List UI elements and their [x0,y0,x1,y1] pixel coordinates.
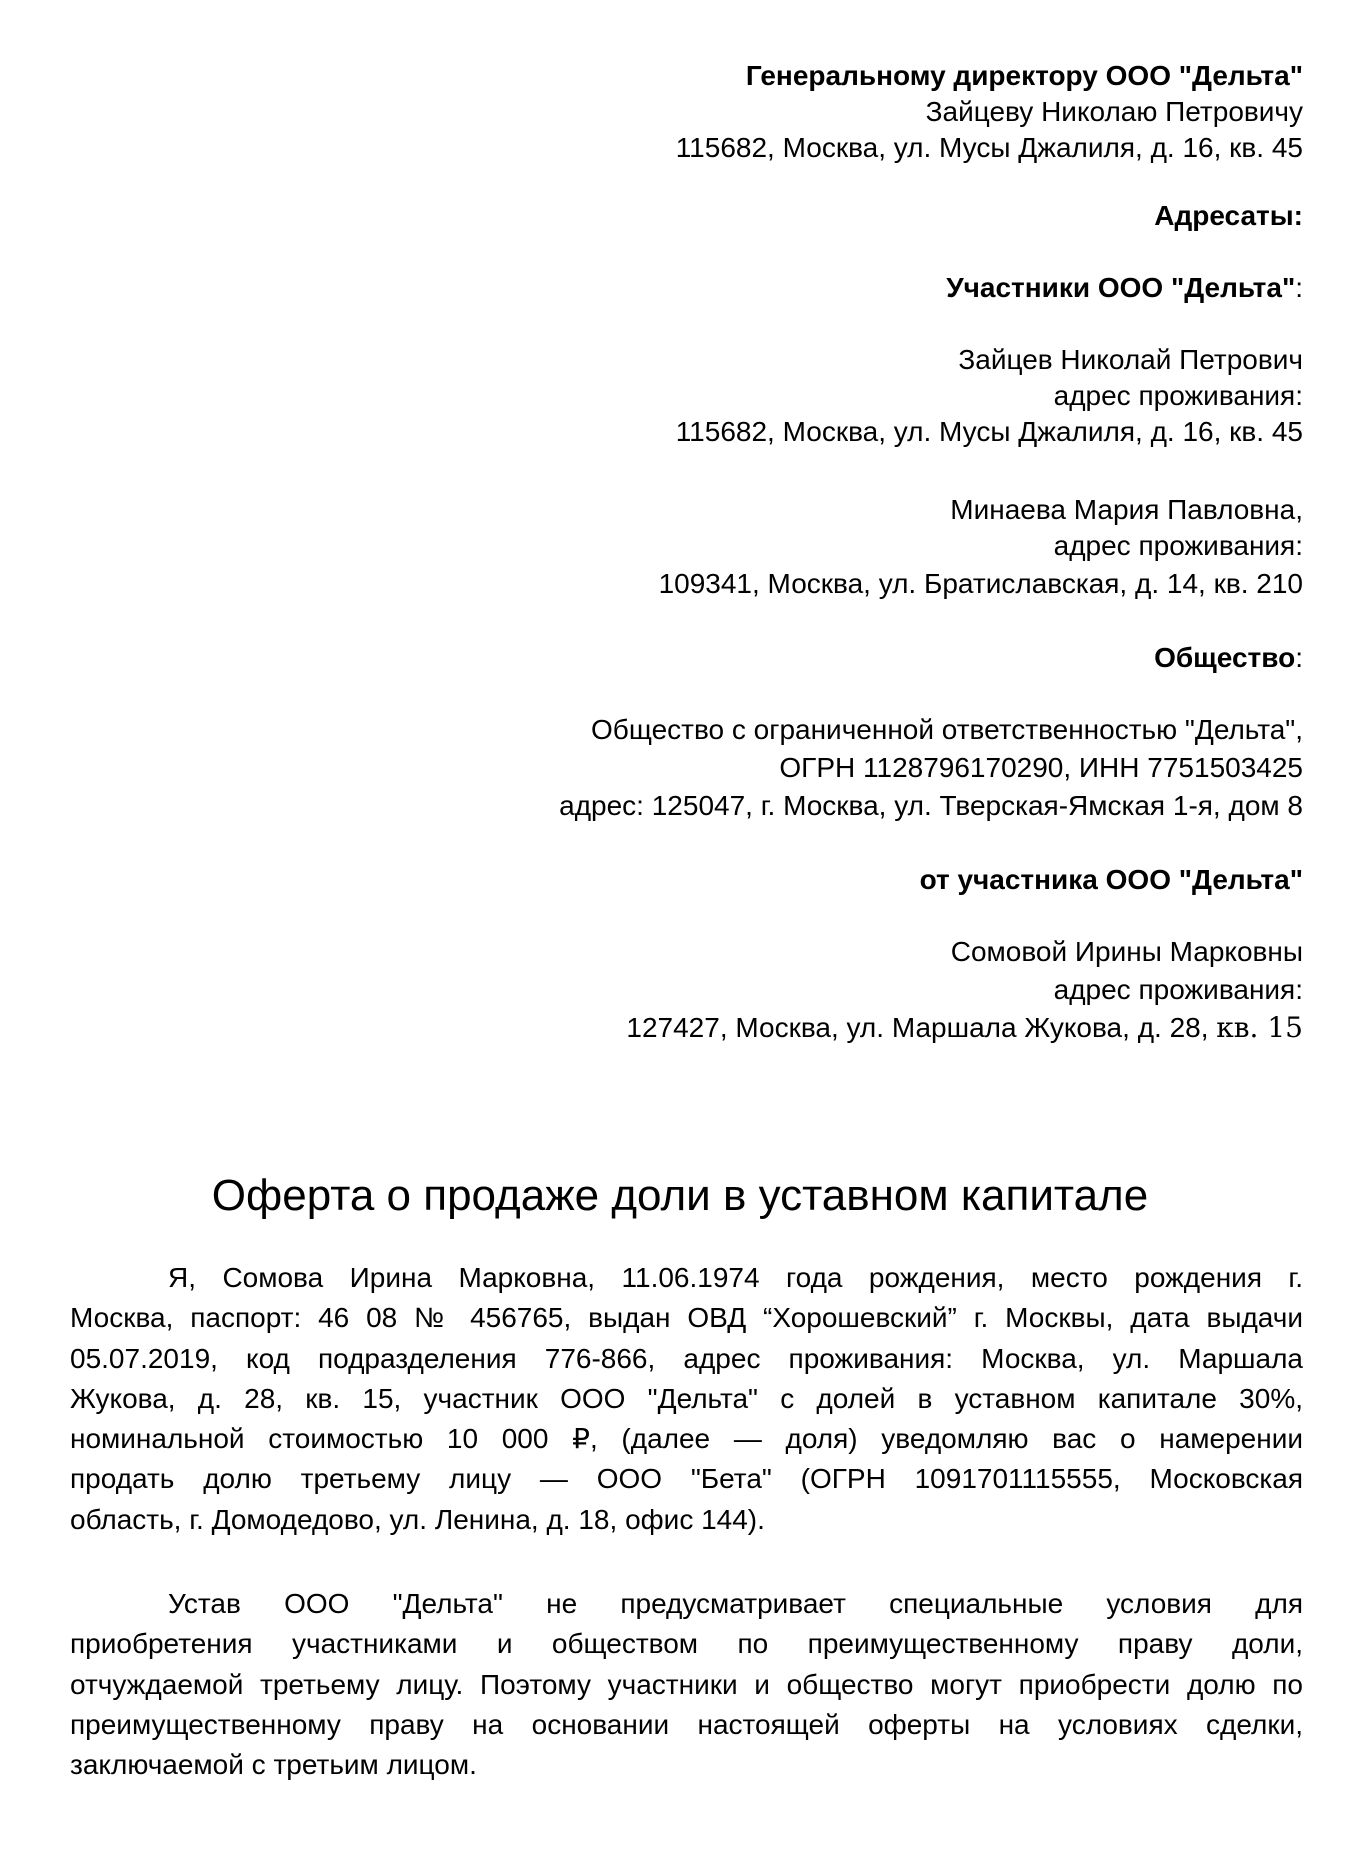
paragraph-1-line: Москва, паспорт: 46 08 № 456765, выдан ОВД “Хорошевский” г. Москвы, дата выдачи [70,1302,1303,1334]
paragraph-1-line: номинальной стоимостью 10 000 ₽, (далее — доля) уведомляю вас о намерении [70,1423,1303,1455]
participant-2-address-label: адрес проживания: [1053,530,1303,561]
paragraph-1-line: 05.07.2019, код подразделения 776-866, адрес проживания: Москва, ул. Маршала [70,1342,1303,1374]
document-title: Оферта о продаже доли в уставном капитале [211,1171,1149,1220]
paragraph-2-line: Устав ООО "Дельта" не предусматривает специальные условия для [168,1588,1303,1619]
participants-heading-colon: : [1295,272,1303,303]
company-registration: ОГРН 1128796170290, ИНН 7751503425 [779,752,1303,783]
sender-address [626,1008,1303,1048]
participant-1-address: 115682, Москва, ул. Мусы Джалиля, д. 16, кв. 45 [675,416,1303,447]
paragraph-2 [70,1584,1303,1785]
paragraph-2-line: заключаемой с третьим лицом. [70,1749,477,1781]
participant-1-address-label: адрес проживания: [1053,380,1303,411]
company-heading-colon: : [1295,642,1303,673]
paragraph-2-line: приобретения участниками и обществом по преимущественному праву доли, [70,1628,1303,1660]
paragraph-1-line: область, г. Домодедово, ул. Ленина, д. 18, офис 144). [70,1503,765,1535]
company-heading [1154,638,1303,678]
company-name: Общество с ограниченной ответственностью "Дельта", [591,714,1303,745]
paragraph-2-line: преимущественному праву на основании настоящей оферты на условиях сделки, [70,1708,1303,1740]
participants-heading-text: Участники ООО "Дельта" [946,272,1296,303]
recipient-address: 115682, Москва, ул. Мусы Джалиля, д. 16, кв. 45 [675,132,1303,163]
company-address: адрес: 125047, г. Москва, ул. Тверская-Ямская 1-я, дом 8 [559,790,1303,821]
participant-1-name: Зайцев Николай Петрович [958,344,1303,375]
paragraph-2-line: отчуждаемой третьему лицу. Поэтому участники и общество могут приобрести долю по [70,1668,1303,1700]
paragraph-1-line: Я, Сомова Ирина Марковна, 11.06.1974 года рождения, место рождения г. [168,1262,1303,1293]
company-heading-text: Общество [1154,642,1296,673]
participants-heading [946,268,1303,308]
participant-2-name: Минаева Мария Павловна, [950,494,1303,525]
sender-address-main: 127427, Москва, ул. Маршала Жукова, д. 28, [626,1012,1217,1043]
addressees-heading: Адресаты: [1154,200,1303,231]
paragraph-1-line: Жукова, д. 28, кв. 15, участник ООО "Дельта" с долей в уставном капитале 30%, [70,1382,1303,1414]
paragraph-1 [70,1258,1303,1540]
participant-2-address: 109341, Москва, ул. Братиславская, д. 14, кв. 210 [658,568,1303,599]
sender-address-label: адрес проживания: [1053,974,1303,1005]
sender-address-tail: кв. 15 [1216,1011,1303,1044]
paragraph-1-line: продать долю третьему лицу — ООО "Бета" (ОГРН 1091701115555, Московская [70,1463,1303,1495]
sender-heading: от участника ООО "Дельта" [919,864,1303,895]
sender-name: Сомовой Ирины Марковны [950,936,1303,967]
recipient-title: Генеральному директору ООО "Дельта" [745,60,1303,91]
recipient-name: Зайцеву Николаю Петровичу [925,96,1303,127]
